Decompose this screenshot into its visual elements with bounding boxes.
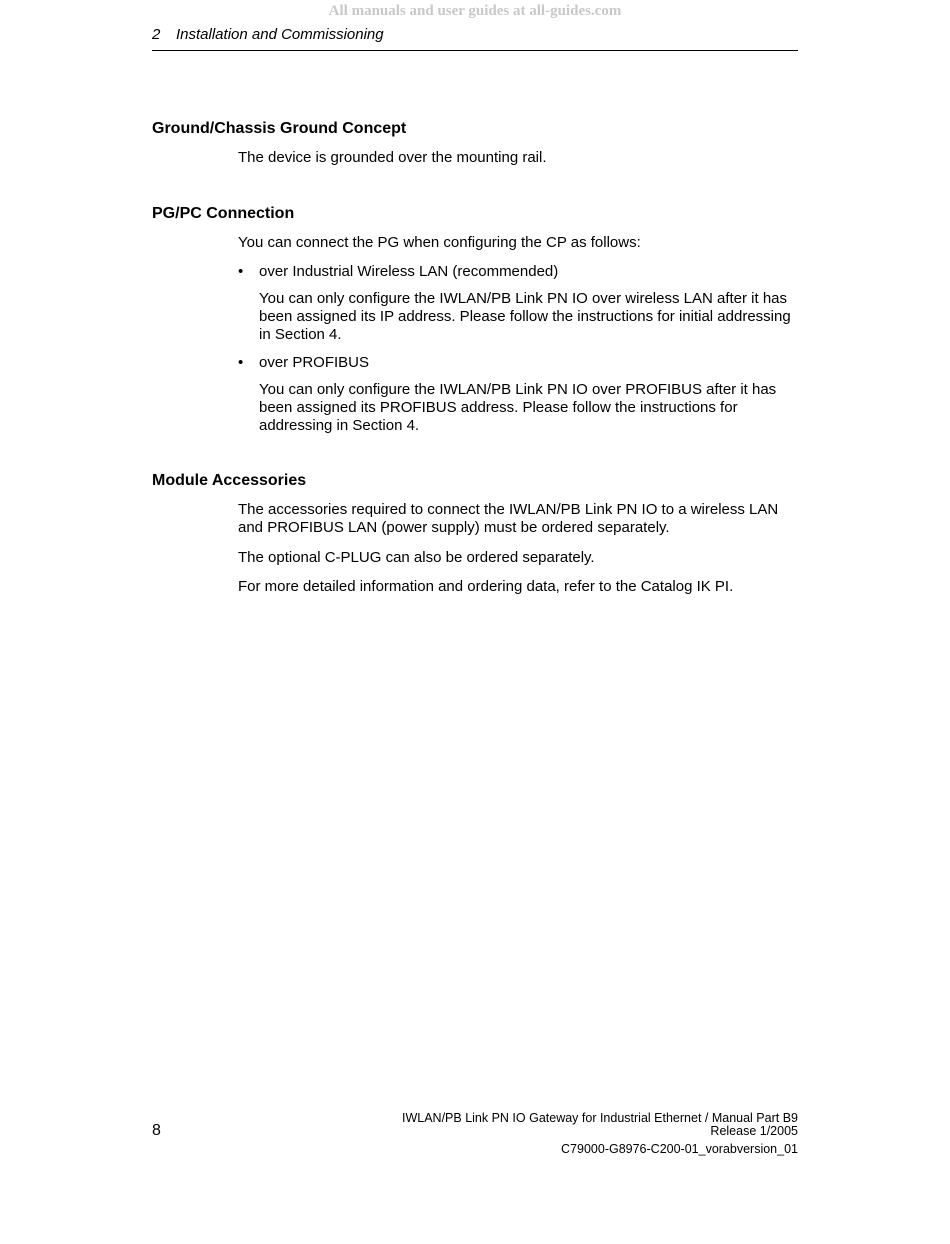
accessories-paragraph-3: For more detailed information and ordering data, refer to the Catalog IK PI. [238, 578, 734, 595]
running-header [152, 25, 798, 51]
chapter-title: Installation and Commissioning [176, 26, 384, 43]
bullet-icon: • [238, 354, 244, 371]
accessories-paragraph-2: The optional C-PLUG can also be ordered separately. [238, 549, 595, 566]
document-id: C79000-G8976-C200-01_vorabversion_01 [561, 1142, 798, 1156]
watermark: All manuals and user guides at all-guides.com [328, 3, 622, 19]
chapter-number: 2 [152, 26, 161, 43]
section-heading-pgpc: PG/PC Connection [152, 205, 295, 222]
bullet-text-profibus: You can only configure the IWLAN/PB Link PN IO over PROFIBUS after it has been assigned its PROFIBUS address. Please follow the instructions for addressing in Section 4. [259, 381, 777, 434]
bullet-title-profibus: over PROFIBUS [259, 354, 370, 371]
footer-manual-info [402, 1112, 798, 1138]
page-number: 8 [152, 1122, 161, 1139]
bullet-title-wlan: over Industrial Wireless LAN (recommended) [259, 263, 559, 280]
release-info: Release 1/2005 [710, 1124, 798, 1138]
bullet-icon: • [238, 263, 244, 280]
section-heading-ground: Ground/Chassis Ground Concept [152, 120, 407, 137]
bullet-text-wlan: You can only configure the IWLAN/PB Link PN IO over wireless LAN after it has been assigned its IP address. Please follow the instructions for initial addressing in Section 4. [259, 290, 791, 343]
section-heading-accessories: Module Accessories [152, 472, 307, 489]
pgpc-intro: You can connect the PG when configuring the CP as follows: [238, 234, 641, 251]
accessories-paragraph-1: The accessories required to connect the IWLAN/PB Link PN IO to a wireless LAN and PROFIBUS LAN (power supply) must be ordered separately. [238, 501, 779, 536]
manual-title: IWLAN/PB Link PN IO Gateway for Industrial Ethernet / Manual Part B9 [401, 1111, 798, 1125]
ground-paragraph: The device is grounded over the mounting rail. [238, 149, 547, 166]
